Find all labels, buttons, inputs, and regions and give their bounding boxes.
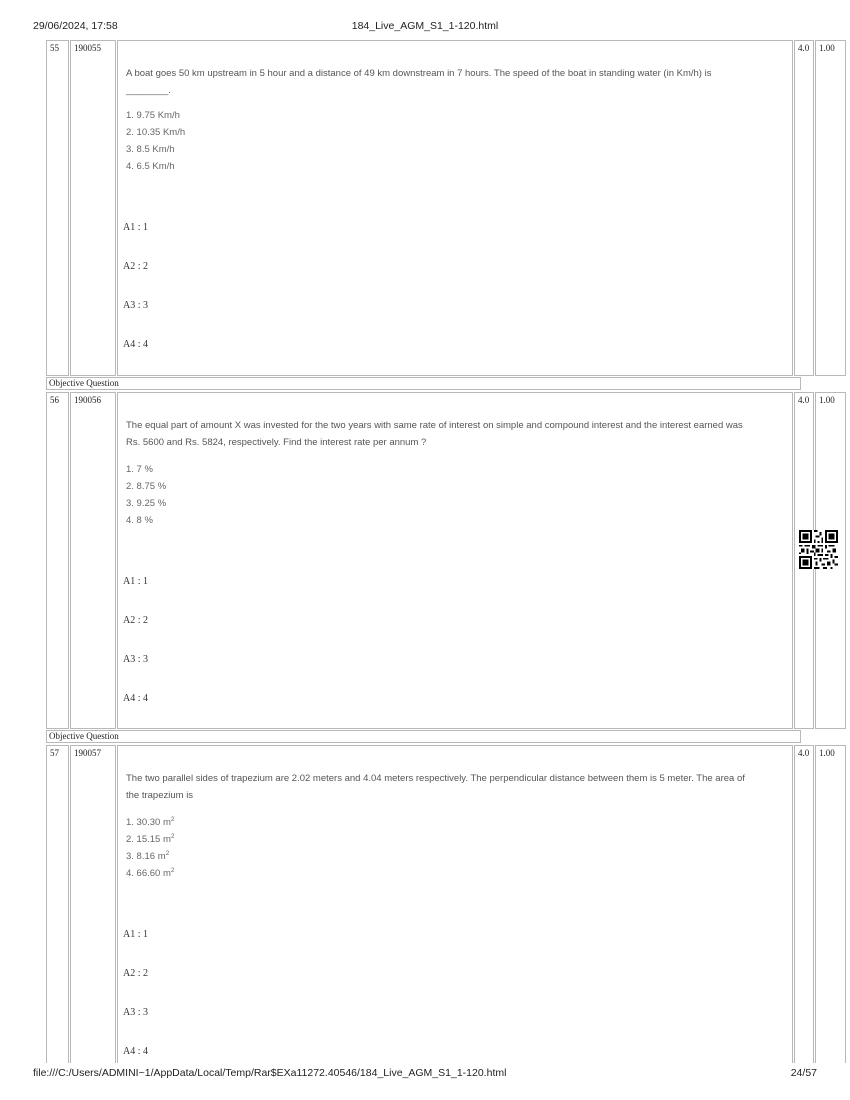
negative-marks-value: 1.00: [815, 40, 846, 376]
answer-key-2: A2 : 2: [123, 615, 148, 626]
option-2-superscript: 2: [170, 832, 175, 840]
answer-key-1: A1 : 1: [123, 576, 148, 587]
option-2-text: 2. 15.15 m: [126, 834, 171, 845]
option-list: [126, 814, 175, 882]
option-list: [126, 461, 166, 529]
option-3: 3. 9.25 %: [126, 498, 167, 509]
marks-value: 4.0: [794, 392, 814, 729]
section-label: Objective Question: [46, 730, 801, 743]
option-3: [126, 848, 175, 865]
option-4: 4. 6.5 Km/h: [126, 161, 175, 172]
option-1-superscript: 2: [170, 815, 175, 823]
negative-marks-value: 1.00: [815, 392, 846, 729]
option-4-text: 4. 66.60 m: [126, 868, 171, 879]
question-body: [117, 392, 793, 729]
page-number: 24/57: [790, 1067, 817, 1079]
answer-key-1: A1 : 1: [123, 929, 148, 940]
answer-key-3: A3 : 3: [123, 654, 148, 665]
file-path: file:///C:/Users/ADMINI~1/AppData/Local/Temp/Rar$EXa11272.40546/184_Live_AGM_S1_1-120.html: [33, 1067, 507, 1079]
answer-key-3: A3 : 3: [123, 1007, 148, 1018]
question-row-56: [46, 392, 835, 729]
option-list: [126, 107, 185, 175]
qr-code-icon: [799, 530, 838, 569]
option-1-text: 1. 30.30 m: [126, 817, 171, 828]
option-1: 1. 9.75 Km/h: [126, 110, 180, 121]
question-text: A boat goes 50 km upstream in 5 hour and a distance of 49 km downstream in 7 hours. The speed of the boat in standing water (in Km/h) is ________.: [126, 68, 712, 96]
question-text: The equal part of amount X was invested for the two years with same rate of interest on simple and compound interest and the interest earned was Rs. 5600 and Rs. 5824, respectively. Find the interest rate per annum ?: [126, 420, 743, 448]
question-number: 56: [46, 392, 69, 729]
option-4-superscript: 2: [170, 866, 175, 874]
question-id: 190057: [70, 745, 116, 1063]
option-2: 2. 10.35 Km/h: [126, 127, 186, 138]
answer-key-4: A4 : 4: [123, 339, 148, 350]
print-datetime: 29/06/2024, 17:58: [33, 20, 118, 32]
option-1: [126, 814, 175, 831]
question-id: 190055: [70, 40, 116, 376]
section-label: Objective Question: [46, 377, 801, 390]
answer-key-4: A4 : 4: [123, 693, 148, 704]
marks-value: 4.0: [794, 745, 814, 1063]
question-id: 190056: [70, 392, 116, 729]
option-3-text: 3. 8.16 m: [126, 851, 166, 862]
question-body: [117, 745, 793, 1063]
option-3: 3. 8.5 Km/h: [126, 144, 175, 155]
answer-key-4: A4 : 4: [123, 1046, 148, 1057]
option-4: [126, 865, 175, 882]
negative-marks-value: 1.00: [815, 745, 846, 1063]
marks-value: 4.0: [794, 40, 814, 376]
option-3-superscript: 2: [165, 849, 170, 857]
question-number: 57: [46, 745, 69, 1063]
option-1: 1. 7 %: [126, 464, 153, 475]
option-4: 4. 8 %: [126, 515, 153, 526]
question-row-55: [46, 40, 835, 376]
question-number: 55: [46, 40, 69, 376]
question-row-57: [46, 745, 835, 1063]
answer-key-1: A1 : 1: [123, 222, 148, 233]
document-title: 184_Live_AGM_S1_1-120.html: [351, 20, 499, 32]
answer-key-2: A2 : 2: [123, 968, 148, 979]
answer-key-3: A3 : 3: [123, 300, 148, 311]
option-2: [126, 831, 175, 848]
answer-key-2: A2 : 2: [123, 261, 148, 272]
option-2: 2. 8.75 %: [126, 481, 167, 492]
question-body: [117, 40, 793, 376]
question-text: The two parallel sides of trapezium are 2.02 meters and 4.04 meters respectively. The perpendicular distance between them is 5 meter. The area of the trapezium is: [126, 773, 745, 801]
